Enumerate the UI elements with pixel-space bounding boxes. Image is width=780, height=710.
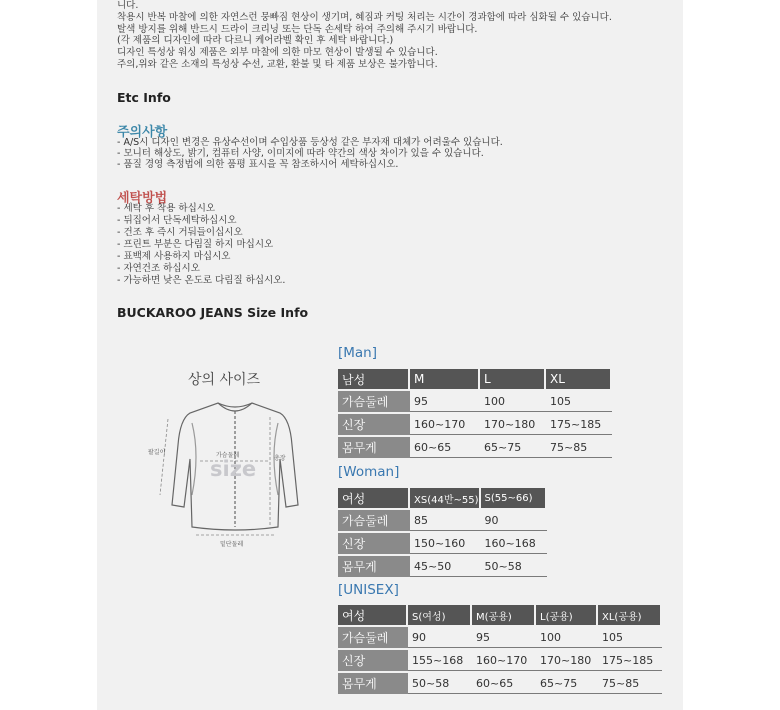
size-watermark: size bbox=[210, 457, 257, 481]
header-cell: S(55~66) bbox=[481, 488, 547, 508]
table-row bbox=[338, 391, 612, 412]
header-cell: S(여성) bbox=[408, 605, 472, 625]
sleeve-label: 팔길이 bbox=[148, 449, 166, 456]
table-cell: 100 bbox=[536, 627, 598, 648]
length-label: 총장 bbox=[274, 455, 286, 462]
table-cell: 175~185 bbox=[598, 650, 662, 671]
table-row bbox=[338, 437, 612, 458]
size-info-heading: BUCKAROO JEANS Size Info bbox=[117, 305, 309, 320]
header-cell: M bbox=[410, 369, 480, 389]
table-cell: 95 bbox=[472, 627, 536, 648]
washing-line: - 세탁 후 착용 하십시오 bbox=[117, 203, 216, 214]
caution-line: - A/S시 디자인 변경은 유상수선이며 수입상품 등상성 같은 부자재 대체가 어려울수 있습니다. bbox=[117, 137, 503, 148]
table-cell: 60~65 bbox=[410, 437, 480, 458]
header-cell: M(공용) bbox=[472, 605, 536, 625]
washing-line: - 자연건조 하십시오 bbox=[117, 263, 200, 274]
table-cell: 65~75 bbox=[480, 437, 546, 458]
header-cell: XL(공용) bbox=[598, 605, 662, 625]
table-cell: 90 bbox=[408, 627, 472, 648]
table-row bbox=[338, 627, 662, 648]
woman-section-title: [Woman] bbox=[338, 464, 400, 480]
header-cell: XL bbox=[546, 369, 612, 389]
table-cell: 160~170 bbox=[410, 414, 480, 435]
table-cell: 150~160 bbox=[410, 533, 481, 554]
table-cell: 65~75 bbox=[536, 673, 598, 694]
table-cell: 45~50 bbox=[410, 556, 481, 577]
header-cell: L(공용) bbox=[536, 605, 598, 625]
caution-line: - 모니터 해상도, 밝기, 컴퓨터 사양, 이미지에 따라 약간의 색상 차이가 있을 수 있습니다. bbox=[117, 148, 484, 159]
table-cell: 170~180 bbox=[536, 650, 598, 671]
table-cell: 160~170 bbox=[472, 650, 536, 671]
woman-size-table bbox=[338, 486, 547, 579]
man-section-title: [Man] bbox=[338, 345, 378, 361]
etc-info-heading: Etc Info bbox=[117, 90, 171, 105]
row-label: 가슴둘레 bbox=[338, 627, 408, 648]
table-row bbox=[338, 650, 662, 671]
table-cell: 105 bbox=[598, 627, 662, 648]
table-cell: 100 bbox=[480, 391, 546, 412]
table-header-row bbox=[338, 369, 612, 389]
row-label: 신장 bbox=[338, 414, 410, 435]
table-cell: 85 bbox=[410, 510, 481, 531]
washing-line: - 프린트 부분은 다림질 하지 마십시오 bbox=[117, 239, 274, 250]
table-cell: 50~58 bbox=[481, 556, 547, 577]
unisex-size-table bbox=[338, 603, 662, 696]
table-header-row bbox=[338, 605, 662, 625]
table-cell: 60~65 bbox=[472, 673, 536, 694]
notice-line: 디자인 특성상 워싱 제품은 외부 마찰에 의한 마모 현상이 발생될 수 있습니다. bbox=[117, 47, 438, 58]
table-cell: 105 bbox=[546, 391, 612, 412]
notice-line: 니다. bbox=[117, 0, 139, 11]
caution-title: 주의사항 bbox=[117, 125, 168, 140]
table-cell: 155~168 bbox=[408, 650, 472, 671]
notice-line: 탈색 방지를 위해 반드시 드라이 크리닝 또는 단독 손세탁 하여 주의해 주시기 바랍니다. bbox=[117, 24, 478, 35]
washing-title: 세탁방법 bbox=[117, 191, 168, 206]
header-cell: 여성 bbox=[338, 488, 410, 508]
diagram-title: 상의 사이즈 bbox=[188, 372, 261, 388]
caution-line: - 품질 경영 측정법에 의한 품평 표시을 꼭 참조하시어 세탁하십시오. bbox=[117, 159, 399, 170]
table-row bbox=[338, 510, 547, 531]
table-header-row bbox=[338, 488, 547, 508]
table-row bbox=[338, 556, 547, 577]
hem-label: 밑단둘레 bbox=[220, 541, 244, 548]
header-cell: 남성 bbox=[338, 369, 410, 389]
table-cell: 50~58 bbox=[408, 673, 472, 694]
row-label: 신장 bbox=[338, 533, 410, 554]
row-label: 신장 bbox=[338, 650, 408, 671]
table-cell: 90 bbox=[481, 510, 547, 531]
unisex-section-title: [UNISEX] bbox=[338, 582, 399, 598]
row-label: 몸무게 bbox=[338, 437, 410, 458]
washing-line: - 뒤집어서 단독세탁하십시오 bbox=[117, 215, 237, 226]
table-row bbox=[338, 533, 547, 554]
row-label: 가슴둘레 bbox=[338, 391, 410, 412]
washing-line: - 건조 후 즉시 거둬들이십시오 bbox=[117, 227, 243, 238]
table-row bbox=[338, 414, 612, 435]
garment-size-diagram bbox=[140, 355, 330, 555]
row-label: 몸무게 bbox=[338, 673, 408, 694]
table-cell: 75~85 bbox=[598, 673, 662, 694]
table-cell: 75~85 bbox=[546, 437, 612, 458]
notice-line: 착용시 반복 마찰에 의한 자연스런 뭉빠짐 현상이 생기며, 혜짐과 커팅 처리는 시간이 경과함에 따라 심화될 수 있습니다. bbox=[117, 12, 612, 23]
row-label: 몸무게 bbox=[338, 556, 410, 577]
header-cell: 여성 bbox=[338, 605, 408, 625]
table-row bbox=[338, 673, 662, 694]
notice-line: 주의,위와 같은 소재의 특성상 수선, 교환, 환불 및 타 제품 보상은 불가합니다. bbox=[117, 59, 438, 70]
header-cell: L bbox=[480, 369, 546, 389]
washing-line: - 가능하면 낮은 온도로 다림질 하십시오. bbox=[117, 275, 286, 286]
table-cell: 175~185 bbox=[546, 414, 612, 435]
table-cell: 170~180 bbox=[480, 414, 546, 435]
chest-label: 가슴둘레 bbox=[216, 452, 240, 459]
man-size-table bbox=[338, 367, 612, 460]
washing-line: - 표백제 사용하지 마십시오 bbox=[117, 251, 231, 262]
header-cell: XS(44반~55) bbox=[410, 488, 481, 508]
table-cell: 95 bbox=[410, 391, 480, 412]
row-label: 가슴둘레 bbox=[338, 510, 410, 531]
notice-line: (각 제품의 디자인에 따라 다르니 케어라벨 확인 후 세탁 바랍니다.) bbox=[117, 35, 394, 46]
table-cell: 160~168 bbox=[481, 533, 547, 554]
